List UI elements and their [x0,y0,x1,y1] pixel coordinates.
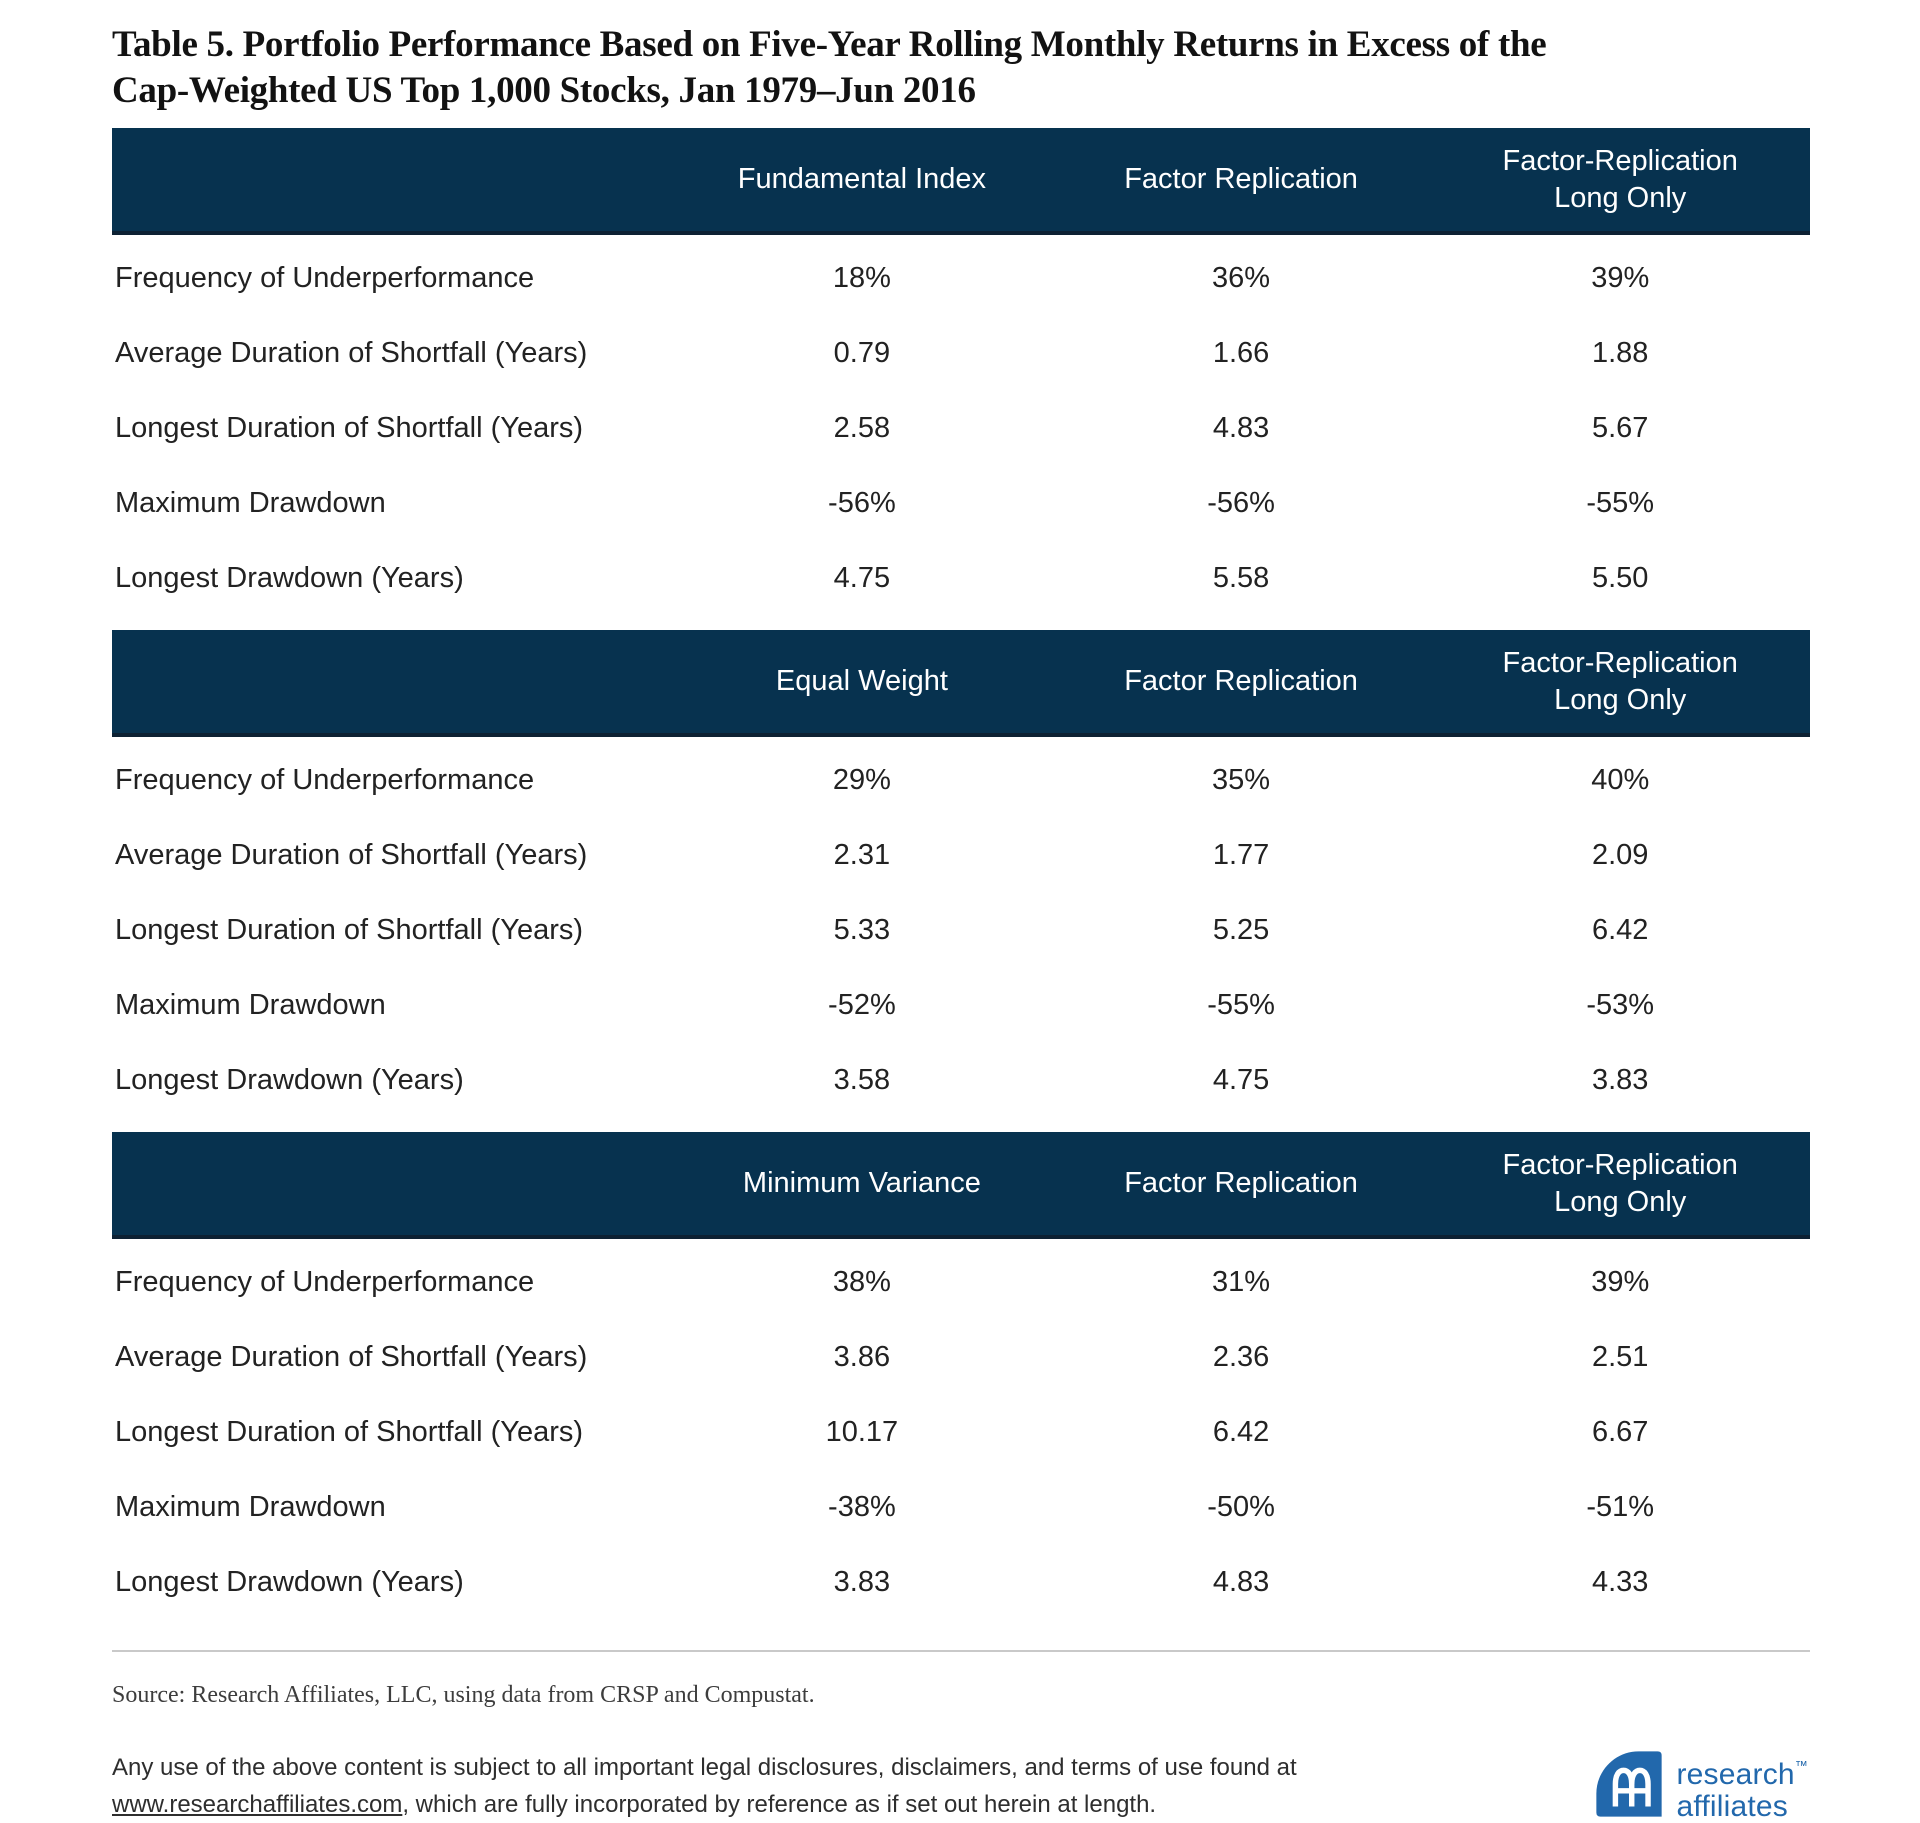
divider [112,1650,1810,1652]
page-title [112,22,1810,114]
column-header: Equal Weight [775,665,948,697]
table-panel-minimum-variance [112,1132,1810,1634]
cell-value: 18% [832,262,891,294]
cell-value: -52% [828,989,896,1021]
column-header: Minimum Variance [742,1167,981,1199]
cell-value: 1.66 [1212,337,1270,369]
cell-value: 2.36 [1212,1341,1270,1373]
table-row [112,241,1810,316]
table-header-row [112,128,1810,235]
cell-value: -53% [1586,989,1655,1021]
cell-value: 36% [1212,262,1271,294]
cell-value: 4.83 [1212,412,1270,444]
cell-value: 1.77 [1212,839,1270,871]
cell-value: -56% [828,487,896,519]
table-row [112,316,1810,391]
trademark-symbol: ™ [1794,1757,1808,1773]
table-row [112,1245,1810,1320]
ra-logo-mark-icon [1595,1750,1663,1823]
cell-value: 6.42 [1212,1416,1270,1448]
cell-value: 10.17 [825,1416,899,1448]
research-affiliates-logo [1595,1750,1808,1823]
website-link[interactable]: www.researchaffiliates.com [112,1791,403,1818]
cell-value: 4.75 [1212,1064,1270,1096]
cell-value: -51% [1586,1491,1655,1523]
cell-value: 3.83 [833,1566,891,1598]
cell-value: -56% [1207,487,1275,519]
row-label: Average Duration of Shortfall (Years) [115,1341,588,1373]
page-title-line1: Table 5. Portfolio Performance Based on Five-Year Rolling Monthly Returns in Excess of the [112,24,1547,65]
table-row [112,391,1810,466]
table-row [112,893,1810,968]
row-label: Longest Duration of Shortfall (Years) [115,914,584,946]
cell-value: 5.67 [1591,412,1649,444]
row-label: Maximum Drawdown [115,989,386,1021]
table-row [112,743,1810,818]
row-label: Average Duration of Shortfall (Years) [115,337,588,369]
cell-value: -55% [1207,989,1275,1021]
column-header: Factor-Replication Long Only [1502,646,1738,716]
table-panel-fundamental-index [112,128,1810,630]
ra-logo-word2: affiliates [1676,1789,1788,1823]
cell-value: -38% [828,1491,896,1523]
cell-value: 4.83 [1212,1566,1270,1598]
cell-value: 1.88 [1591,337,1649,369]
table-row [112,968,1810,1043]
row-label: Frequency of Underperformance [115,262,535,294]
column-header: Factor Replication [1124,1167,1358,1199]
row-label: Longest Duration of Shortfall (Years) [115,1416,584,1448]
cell-value: -55% [1586,487,1655,519]
table-row [112,466,1810,541]
table-row [112,1470,1810,1545]
page [112,0,1810,1823]
cell-value: 39% [1591,262,1650,294]
cell-value: 2.09 [1591,839,1649,871]
cell-value: 38% [832,1266,891,1298]
cell-value: 29% [832,764,891,796]
cell-value: 2.51 [1591,1341,1649,1373]
table-body [112,235,1810,630]
column-header: Fundamental Index [737,163,987,195]
cell-value: 2.58 [833,412,891,444]
cell-value: 4.33 [1591,1566,1649,1598]
table-row [112,818,1810,893]
cell-value: 3.86 [833,1341,891,1373]
cell-value: 5.50 [1591,562,1649,594]
table-header-row [112,630,1810,737]
disclaimer-text-after: , which are fully incorporated by reference as if set out herein at length. [402,1791,1157,1818]
cell-value: 5.25 [1212,914,1270,946]
row-label: Maximum Drawdown [115,1491,386,1523]
table-row [112,1545,1810,1620]
table-body [112,1239,1810,1634]
table-body [112,737,1810,1132]
cell-value: -50% [1207,1491,1275,1523]
cell-value: 5.58 [1212,562,1270,594]
source-note: Source: Research Affiliates, LLC, using data from CRSP and Compustat. [112,1682,815,1708]
cell-value: 35% [1212,764,1271,796]
cell-value: 31% [1212,1266,1271,1298]
table-row [112,1043,1810,1118]
legal-disclaimer [112,1749,1297,1823]
table-panel-equal-weight [112,630,1810,1132]
cell-value: 6.67 [1591,1416,1649,1448]
row-label: Frequency of Underperformance [115,1266,535,1298]
column-header: Factor-Replication Long Only [1502,144,1738,214]
table-row [112,541,1810,616]
cell-value: 3.83 [1591,1064,1649,1096]
column-header: Factor Replication [1124,163,1358,195]
row-label: Maximum Drawdown [115,487,386,519]
table-row [112,1395,1810,1470]
row-label: Longest Drawdown (Years) [115,1064,464,1096]
table-row [112,1320,1810,1395]
ra-logo-word1: research [1676,1757,1795,1791]
cell-value: 40% [1591,764,1650,796]
cell-value: 2.31 [833,839,891,871]
table-header-row [112,1132,1810,1239]
cell-value: 5.33 [833,914,891,946]
row-label: Longest Drawdown (Years) [115,1566,464,1598]
row-label: Longest Duration of Shortfall (Years) [115,412,584,444]
page-title-line2: Cap-Weighted US Top 1,000 Stocks, Jan 1979–Jun 2016 [112,70,976,111]
row-label: Average Duration of Shortfall (Years) [115,839,588,871]
footer [112,1749,1810,1823]
column-header: Factor Replication [1124,665,1358,697]
disclaimer-text-before: Any use of the above content is subject to all important legal disclosures, disclaimers, and terms of use found at [112,1754,1297,1781]
cell-value: 6.42 [1591,914,1649,946]
cell-value: 39% [1591,1266,1650,1298]
cell-value: 0.79 [833,337,891,369]
cell-value: 4.75 [833,562,891,594]
ra-logo-wordmark [1676,1750,1808,1823]
row-label: Frequency of Underperformance [115,764,535,796]
row-label: Longest Drawdown (Years) [115,562,464,594]
column-header: Factor-Replication Long Only [1502,1148,1738,1218]
cell-value: 3.58 [833,1064,891,1096]
